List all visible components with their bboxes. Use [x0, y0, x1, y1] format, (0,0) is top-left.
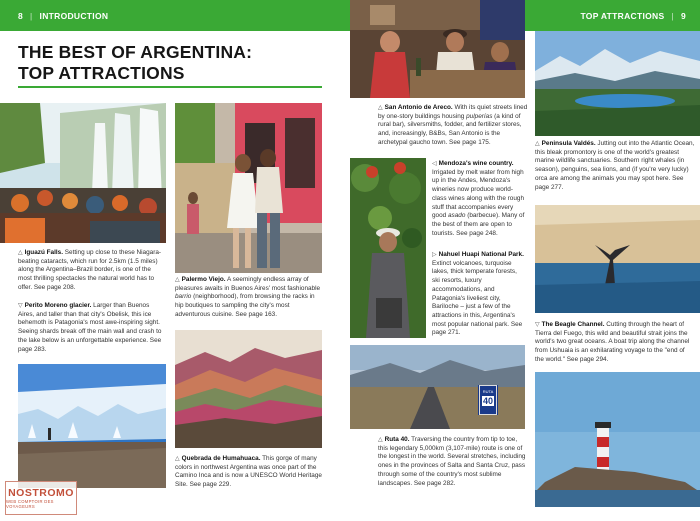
road-sign-ruta-40 — [479, 385, 497, 415]
triangle-up-icon: △ — [175, 277, 180, 283]
caption-mendoza-title: Mendoza's wine country. — [438, 160, 514, 167]
photo-beagle-channel — [535, 372, 700, 507]
caption-quebrada-de-humahuaca — [175, 455, 322, 490]
caption-nahuel-huapi — [432, 251, 526, 338]
caption-areco-title: San Antonio de Areco. — [384, 104, 453, 111]
caption-san-antonio-de-areco — [378, 104, 528, 148]
caption-humahuaca-text: This gorge of many colors in northwest Argentina was once part of the Camino Inca and is now a UNESCO World Heritage Site. See page 229. — [175, 455, 322, 489]
caption-perito-title: Perito Moreno glacier. — [24, 302, 92, 309]
left-header-bar — [0, 0, 350, 31]
caption-huapi-text: Extinct volcanoes, turquoise lakes, thick temperate forests, ski resorts, luxury accommodations, and Patagonia's liveliest city, Bariloche – just a few of the attractions in this, Argentina's most popular national park. See page 271. — [432, 259, 523, 337]
triangle-right-icon: ▷ — [432, 252, 437, 258]
page-title — [18, 42, 328, 84]
right-section-name: TOP ATTRACTIONS — [580, 10, 665, 21]
caption-valdes-title: Peninsula Valdés. — [541, 140, 596, 147]
triangle-up-icon: △ — [378, 105, 383, 111]
caption-perito-moreno — [18, 302, 166, 354]
caption-areco-text-a: With its quiet streets lined by one-story buildings housing — [378, 104, 528, 120]
triangle-down-icon: ▽ — [535, 322, 540, 328]
triangle-up-icon: △ — [175, 456, 180, 462]
photo-palermo-viejo — [175, 103, 322, 273]
caption-mendoza-italic: asado — [448, 212, 466, 220]
caption-palermo-italic: barrio — [175, 293, 192, 301]
caption-palermo-text-a: A seemingly endless array of pleasures awaits in Buenos Aires' most fashionable — [175, 276, 321, 292]
caption-palermo-title: Palermo Viejo. — [181, 276, 226, 283]
title-underline — [18, 86, 322, 88]
triangle-up-icon: △ — [18, 250, 23, 256]
title-line-2: TOP ATTRACTIONS — [18, 63, 185, 83]
left-page-number: 8 — [18, 10, 24, 21]
caption-beagle-text: Cutting through the heart of Tierra del Fuego, this wild and beautiful strait joins the world's two great oceans. A boat trip along the channel from Ushuaia is an exhilarating voyage to the "end of the world." See page 294. — [535, 321, 690, 363]
caption-palermo-text-b: (neighborhood), from browsing the racks in hip boutiques to sampling the city's most adventurous cuisine. See page 163. — [175, 293, 315, 318]
photo-nahuel-huapi — [535, 31, 700, 136]
photo-quebrada-de-humahuaca — [175, 330, 322, 448]
caption-areco-text-b: (a kind of rural bar), silversmiths, fodder, and fertilizer stores, and, increasingly, B&Bs, San Antonio is the archetypal gaucho town. See page 175. — [378, 112, 522, 146]
caption-beagle-channel — [535, 321, 695, 365]
right-header-bar — [525, 0, 700, 31]
caption-ruta40-text: Traversing the country from tip to toe, this legendary 5,000km (3,107-mile) route is one of the longest in the world. Several stretches, including ones in the provinces of Salta and Santa Cruz, pass through some of the country's most sublime landscapes. See page 282. — [378, 436, 526, 487]
caption-valdes-text: Jutting out into the Atlantic Ocean, this bleak promontory is one of the world's greatest marine wildlife sanctuaries. Southern right whales (in season), penguins, sea lions, and (if you're very lucky) orca are among the animals you may spot here. See page 277. — [535, 140, 695, 191]
caption-peninsula-valdes — [535, 140, 695, 192]
road-sign-label: RUTA — [482, 389, 494, 394]
caption-huapi-title: Nahuel Huapi National Park. — [438, 251, 524, 258]
caption-palermo-viejo — [175, 276, 322, 320]
caption-areco-italic: pulperías — [466, 112, 493, 120]
caption-ruta-40 — [378, 436, 528, 488]
caption-iguazu-falls — [18, 249, 166, 293]
watermark-name: NOSTROMO — [8, 487, 74, 499]
triangle-down-icon: ▽ — [18, 303, 23, 309]
header-separator: | — [671, 10, 674, 21]
triangle-left-icon: ◁ — [432, 161, 437, 167]
photo-peninsula-valdes — [535, 205, 700, 313]
caption-ruta40-title: Ruta 40. — [384, 436, 410, 443]
caption-iguazu-text: Setting up close to these Niagara-beating cataracts, which run for 2.5km (1.5 miles) along the Argentina–Brazil border, is one of the most thrilling spectacles the natural world has to offer. See page 208. — [18, 249, 162, 291]
title-line-1: THE BEST OF ARGENTINA: — [18, 42, 253, 62]
road-sign-number: 40 — [482, 396, 493, 406]
triangle-up-icon: △ — [378, 437, 383, 443]
photo-mendoza-wine-country — [350, 158, 426, 338]
watermark-tagline: WEB COMPTOIR DES VOYAGEURS — [6, 499, 54, 509]
triangle-up-icon: △ — [535, 141, 540, 147]
right-page-number: 9 — [680, 10, 686, 21]
caption-mendoza-text-b: (barbecue). Many of the best of them are open to tourists. See page 248. — [432, 212, 525, 237]
caption-mendoza-wine-country — [432, 160, 526, 238]
watermark-logo — [5, 481, 77, 515]
caption-iguazu-title: Iguazú Falls. — [24, 249, 63, 256]
caption-perito-text: Larger than Buenos Aires, and taller than that city's Obelisk, this ice behemoth is Patagonia's most awe-inspiring sight. Seeing shards break off the main wall and crash to the lake below is an unforgettable experience. See page 283. — [18, 302, 162, 353]
photo-perito-moreno-glacier — [18, 364, 166, 488]
photo-san-antonio-de-areco — [350, 0, 525, 98]
caption-beagle-title: The Beagle Channel. — [541, 321, 605, 328]
left-section-name: INTRODUCTION — [39, 10, 109, 21]
caption-humahuaca-title: Quebrada de Humahuaca. — [181, 455, 261, 462]
header-separator: | — [30, 10, 33, 21]
photo-ruta-40 — [350, 345, 525, 429]
photo-iguazu-falls — [0, 103, 166, 243]
caption-mendoza-text-a: Irrigated by melt water from high up in the Andes, Mendoza's wineries now produce world-class wines along with the rough stuff that accompanies every good — [432, 168, 525, 220]
